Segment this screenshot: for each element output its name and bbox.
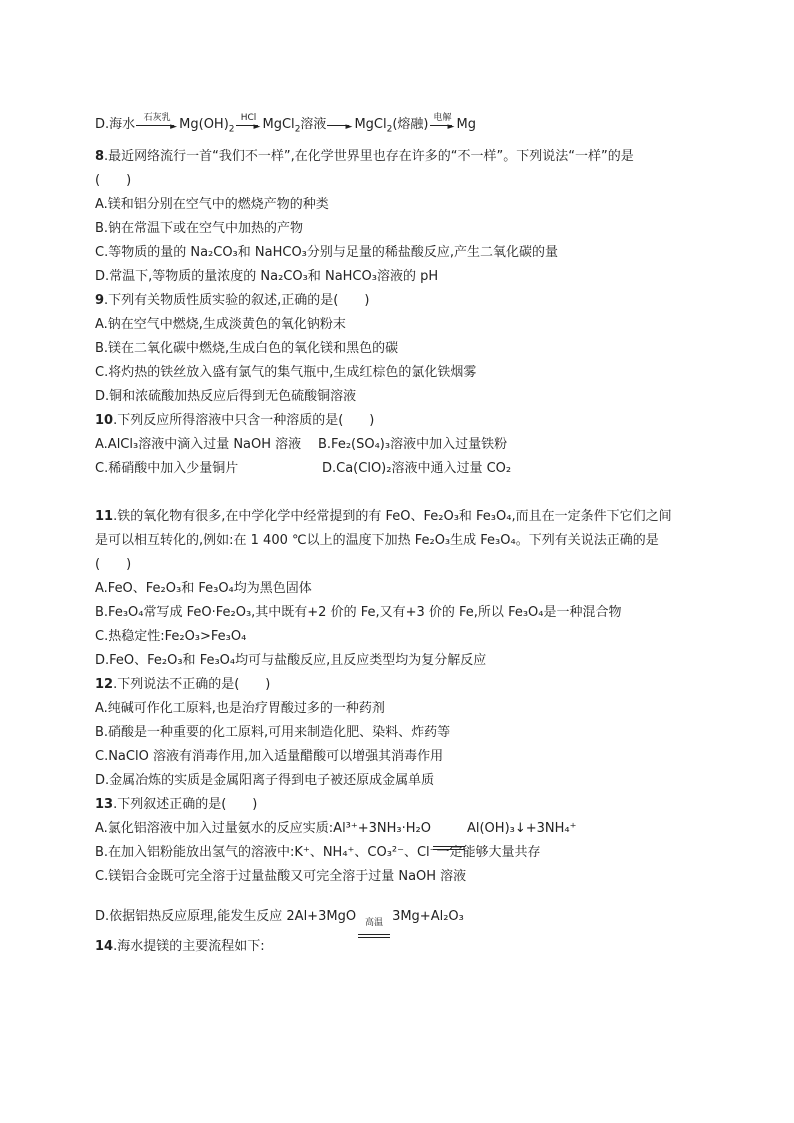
q14-stem — [95, 938, 265, 956]
question-text: .下列有关物质性质实验的叙述,正确的是( ) — [104, 293, 370, 308]
reaction-arrow: ► — [327, 120, 353, 139]
q11-stem-line2: 是可以相互转化的,例如:在 1 400 ℃以上的温度下加热 Fe₂O₃生成 Fe₃O₄。下列有关说法正确的是 — [95, 533, 659, 548]
q13d-right: 3Mg+Al₂O₃ — [392, 909, 464, 924]
q8-option-d: D.常温下,等物质的量浓度的 Na₂CO₃和 NaHCO₃溶液的 pH — [95, 269, 439, 284]
q8-option-a: A.镁和铝分别在空气中的燃烧产物的种类 — [95, 197, 329, 212]
question-number: 9 — [95, 293, 105, 308]
q8-stem — [95, 148, 634, 166]
question-number: 14 — [95, 939, 114, 954]
arrow-label-electrolysis: 电解 — [433, 112, 452, 123]
q11-stem-line1 — [95, 508, 672, 526]
q12-option-b: B.硝酸是一种重要的化工原料,可用来制造化肥、染料、炸药等 — [95, 725, 451, 740]
q13-stem — [95, 796, 257, 814]
reaction-arrow: HCl ► — [236, 120, 262, 139]
q11-option-d: D.FeO、Fe₂O₃和 Fe₃O₄均可与盐酸反应,且反应类型均为复分解反应 — [95, 653, 487, 668]
q7d-mg: Mg — [456, 117, 476, 132]
q10-option-d: D.Ca(ClO)₂溶液中通入过量 CO₂ — [322, 461, 512, 476]
reaction-arrow: 电解 ► — [430, 120, 456, 139]
question-number: 13 — [95, 797, 114, 812]
question-text: .铁的氧化物有很多,在中学化学中经常提到的有 FeO、Fe₂O₃和 Fe₃O₄,而且在一定条件下它们之间 — [113, 509, 672, 524]
question-text: .下列叙述正确的是( ) — [113, 797, 258, 812]
reaction-arrow: 石灰乳 ► — [136, 120, 178, 139]
q13-option-c: C.镁铝合金既可完全溶于过量盐酸又可完全溶于过量 NaOH 溶液 — [95, 869, 467, 884]
q12-stem — [95, 676, 270, 694]
q13-option-d — [95, 908, 464, 926]
question-text: .下列反应所得溶液中只含一种溶质的是( ) — [113, 413, 375, 428]
q12-option-a: A.纯碱可作化工原料,也是治疗胃酸过多的一种药剂 — [95, 701, 385, 716]
question-number: 8 — [95, 149, 105, 164]
q8-option-c: C.等物质的量的 Na₂CO₃和 NaHCO₃分别与足量的稀盐酸反应,产生二氧化碳的量 — [95, 245, 559, 260]
q11-paren: ( ) — [95, 557, 132, 572]
condition-label: 高温 — [365, 918, 384, 928]
q9-stem — [95, 292, 369, 310]
q9-option-a: A.钠在空气中燃烧,生成淡黄色的氧化钠粉末 — [95, 317, 346, 332]
q7-option-d — [95, 112, 476, 139]
q10-stem — [95, 412, 374, 430]
q13-option-b: B.在加入铝粉能放出氢气的溶液中:K⁺、NH₄⁺、CO₃²⁻、Cl⁻一定能够大量共存 — [95, 845, 541, 860]
q12-option-d: D.金属冶炼的实质是金属阳离子得到电子被还原成金属单质 — [95, 773, 435, 788]
q10-option-c: C.稀硝酸中加入少量铜片 — [95, 461, 239, 476]
question-text: .海水提镁的主要流程如下: — [113, 939, 265, 954]
q7d-mgcl2-solution: MgCl$_2$溶液 — [262, 117, 327, 135]
q10-option-b: B.Fe₂(SO₄)₃溶液中加入过量铁粉 — [318, 437, 508, 452]
q7d-mgcl2-molten: MgCl$_2$(熔融) — [354, 117, 429, 135]
arrow-label-hcl: HCl — [240, 112, 257, 123]
q12-option-c: C.NaClO 溶液有消毒作用,加入适量醋酸可以增强其消毒作用 — [95, 749, 444, 764]
question-text: .下列说法不正确的是( ) — [113, 677, 271, 692]
q9-option-d: D.铜和浓硫酸加热反应后得到无色硫酸铜溶液 — [95, 389, 357, 404]
q10-option-a: A.AlCl₃溶液中滴入过量 NaOH 溶液 — [95, 437, 302, 452]
q13a-left: A.氯化铝溶液中加入过量氨水的反应实质:Al³⁺+3NH₃·H₂O — [95, 821, 431, 836]
question-number: 11 — [95, 509, 114, 524]
q11-option-c: C.热稳定性:Fe₂O₃>Fe₃O₄ — [95, 629, 247, 644]
q13-option-a — [95, 820, 576, 838]
q9-option-c: C.将灼热的铁丝放入盛有氯气的集气瓶中,生成红棕色的氯化铁烟雾 — [95, 365, 477, 380]
q11-option-b: B.Fe₃O₄常写成 FeO·Fe₂O₃,其中既有+2 价的 Fe,又有+3 价的 Fe,所以 Fe₃O₄是一种混合物 — [95, 605, 622, 620]
arrow-label-lime: 石灰乳 — [143, 112, 171, 123]
q13a-right: Al(OH)₃↓+3NH₄⁺ — [466, 821, 577, 836]
q7d-mgoh2: $Mg(OH)_2$ — [179, 117, 235, 135]
q11-option-a: A.FeO、Fe₂O₃和 Fe₃O₄均为黑色固体 — [95, 581, 312, 596]
question-number: 10 — [95, 413, 114, 428]
question-text: .最近网络流行一首“我们不一样”,在化学世界里也存在许多的“不一样”。下列说法“一样”的是 — [104, 149, 634, 164]
q7d-prefix: D.海水 — [95, 117, 136, 132]
q13d-left: D.依据铝热反应原理,能发生反应 2Al+3MgO — [95, 909, 357, 924]
q9-option-b: B.镁在二氧化碳中燃烧,生成白色的氧化镁和黑色的碳 — [95, 341, 399, 356]
q8-paren: ( ) — [95, 173, 132, 188]
q8-option-b: B.钠在常温下或在空气中加热的产物 — [95, 221, 304, 236]
question-number: 12 — [95, 677, 114, 692]
